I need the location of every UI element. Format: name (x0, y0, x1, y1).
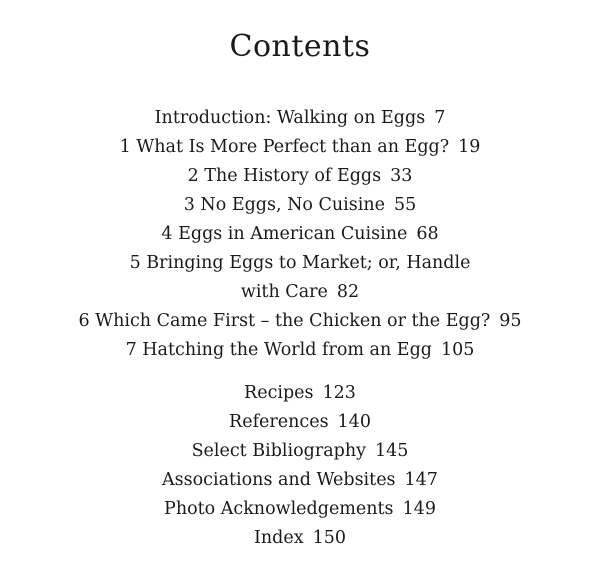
entry-page-number: 147 (404, 470, 438, 490)
entry-page-number: 150 (312, 528, 347, 548)
entry-label: Associations and Websites (162, 470, 396, 490)
entry-label: Select Bibliography (191, 441, 367, 461)
page-title: Contents (229, 29, 371, 64)
entry-page-number: 149 (402, 499, 436, 519)
entry-label: References (229, 412, 329, 432)
entry-page-number: 82 (336, 282, 360, 302)
toc-entry-chapter-1[interactable] (0, 133, 600, 162)
toc-entry-select-bibliography[interactable] (0, 437, 600, 466)
entry-label: 2 The History of Eggs (187, 166, 382, 186)
toc-entry-introduction[interactable] (0, 104, 600, 133)
entry-page-number: 105 (441, 340, 475, 360)
toc-entry-photo-acknowledgements[interactable] (0, 495, 600, 524)
entry-label: Introduction: Walking on Eggs (154, 108, 426, 128)
toc-entry-references[interactable] (0, 408, 600, 437)
back-matter-list (0, 379, 600, 553)
entry-page-number: 95 (499, 311, 522, 331)
toc-entry-chapter-6[interactable] (0, 307, 600, 336)
entry-label: 5 Bringing Eggs to Market; or, Handle (129, 253, 471, 273)
toc-entry-recipes[interactable] (0, 379, 600, 408)
toc-entry-chapter-3[interactable] (0, 191, 600, 220)
entry-page-number: 33 (390, 166, 413, 186)
entry-label: 4 Eggs in American Cuisine (161, 224, 408, 244)
entry-label: 6 Which Came First – the Chicken or the Egg? (78, 311, 491, 331)
toc-entry-chapter-2[interactable] (0, 162, 600, 191)
entry-label: 7 Hatching the World from an Egg (125, 340, 432, 360)
entry-label: 1 What Is More Perfect than an Egg? (119, 137, 450, 157)
toc-entry-chapter-7[interactable] (0, 336, 600, 365)
entry-label: Photo Acknowledgements (164, 499, 394, 519)
entry-label: Recipes (244, 383, 314, 403)
entry-page-number: 19 (458, 137, 481, 157)
entry-label: 3 No Eggs, No Cuisine (183, 195, 385, 215)
toc-entry-associations-and-websites[interactable] (0, 466, 600, 495)
entry-page-number: 55 (394, 195, 417, 215)
toc-entry-chapter-5[interactable] (0, 249, 600, 278)
toc-entry-chapter-4[interactable] (0, 220, 600, 249)
toc-entry-chapter-5-continued[interactable] (0, 278, 600, 307)
entry-label: with Care (240, 282, 328, 302)
entry-page-number: 68 (416, 224, 439, 244)
toc-entry-index[interactable] (0, 524, 600, 553)
entry-label: Index (253, 528, 304, 548)
chapter-list (0, 104, 600, 365)
entry-page-number: 123 (322, 383, 356, 403)
entry-page-number: 140 (337, 412, 371, 432)
entry-page-number: 145 (375, 441, 409, 461)
entry-page-number: 7 (434, 108, 446, 128)
